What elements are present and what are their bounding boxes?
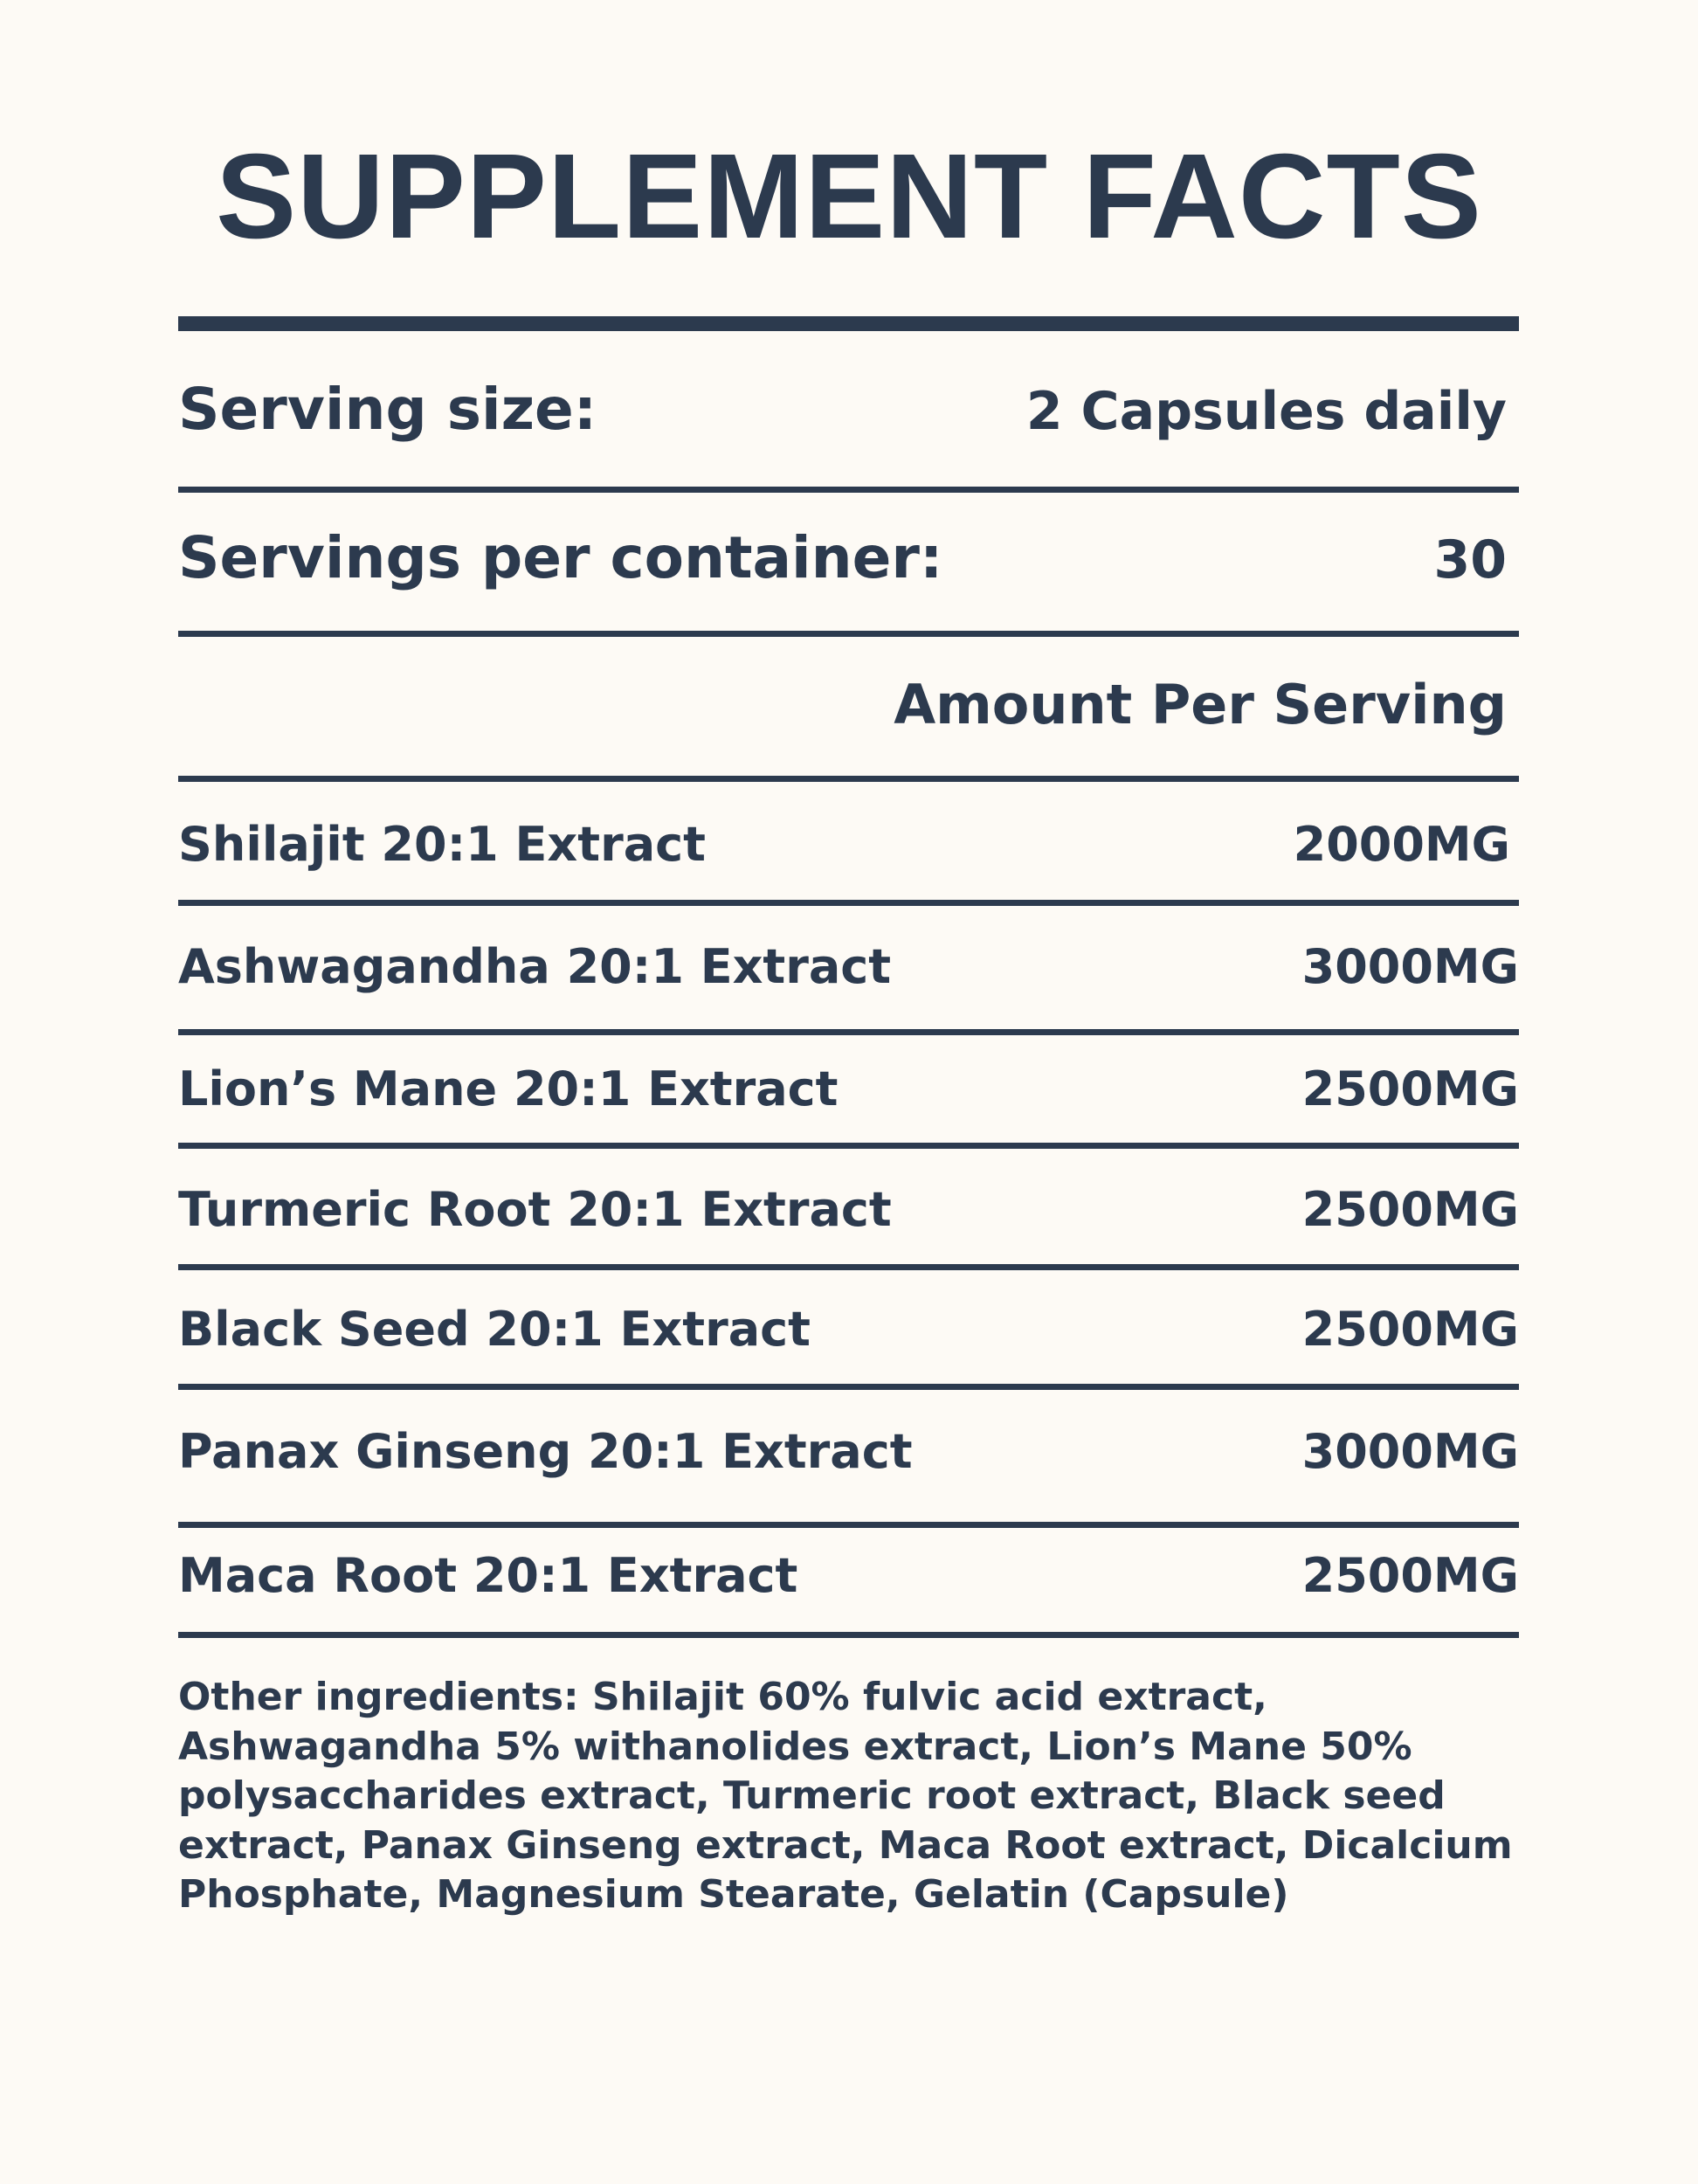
divider (178, 1143, 1519, 1149)
ingredient-amount: 2500MG (1301, 1548, 1519, 1603)
divider (178, 631, 1519, 637)
ingredient-row (178, 1302, 1519, 1357)
serving-size-row (178, 376, 1519, 443)
page-title: SUPPLEMENT FACTS (216, 129, 1482, 264)
divider (178, 1264, 1519, 1270)
other-ingredients-text: Other ingredients: Shilajit 60% fulvic acid extract, Ashwagandha 5% withanolides extract, Lion’s Mane 50% polysaccharides extract, Turmeric root extract, Black seed extract, Panax Ginseng extract, Maca Root extract, Dicalcium Phosphate, Magnesium Stearate, Gelatin (Capsule) (178, 1675, 1513, 1917)
ingredient-row (178, 1182, 1519, 1237)
ingredient-name: Shilajit 20:1 Extract (178, 817, 706, 872)
ingredient-row (178, 1424, 1519, 1479)
amount-per-serving-header: Amount Per Serving (894, 673, 1507, 736)
serving-size-label: Serving size: (178, 376, 597, 443)
ingredient-amount: 2500MG (1301, 1302, 1519, 1357)
ingredient-name: Lion’s Mane 20:1 Extract (178, 1061, 839, 1116)
ingredient-amount: 3000MG (1301, 939, 1519, 994)
ingredient-row (178, 1061, 1519, 1116)
servings-per-container-value: 30 (1433, 529, 1507, 591)
ingredient-name: Panax Ginseng 20:1 Extract (178, 1424, 913, 1479)
divider (178, 900, 1519, 906)
ingredient-row (178, 1548, 1519, 1603)
top-thick-divider (178, 316, 1519, 331)
ingredient-name: Ashwagandha 20:1 Extract (178, 939, 892, 994)
servings-per-container-row (178, 524, 1519, 591)
serving-size-value: 2 Capsules daily (1025, 381, 1507, 442)
ingredient-amount: 2000MG (1293, 817, 1510, 872)
ingredient-name: Maca Root 20:1 Extract (178, 1548, 798, 1603)
divider (178, 1029, 1519, 1035)
divider (178, 1384, 1519, 1390)
ingredient-amount: 2500MG (1301, 1182, 1519, 1237)
divider (178, 1522, 1519, 1528)
ingredient-row (178, 817, 1519, 872)
ingredient-amount: 3000MG (1301, 1424, 1519, 1479)
divider (178, 1632, 1519, 1638)
divider (178, 776, 1519, 782)
ingredient-amount: 2500MG (1301, 1061, 1519, 1116)
ingredient-name: Black Seed 20:1 Extract (178, 1302, 811, 1357)
divider (178, 487, 1519, 493)
servings-per-container-label: Servings per container: (178, 524, 943, 591)
ingredient-row (178, 939, 1519, 994)
ingredient-name: Turmeric Root 20:1 Extract (178, 1182, 892, 1237)
